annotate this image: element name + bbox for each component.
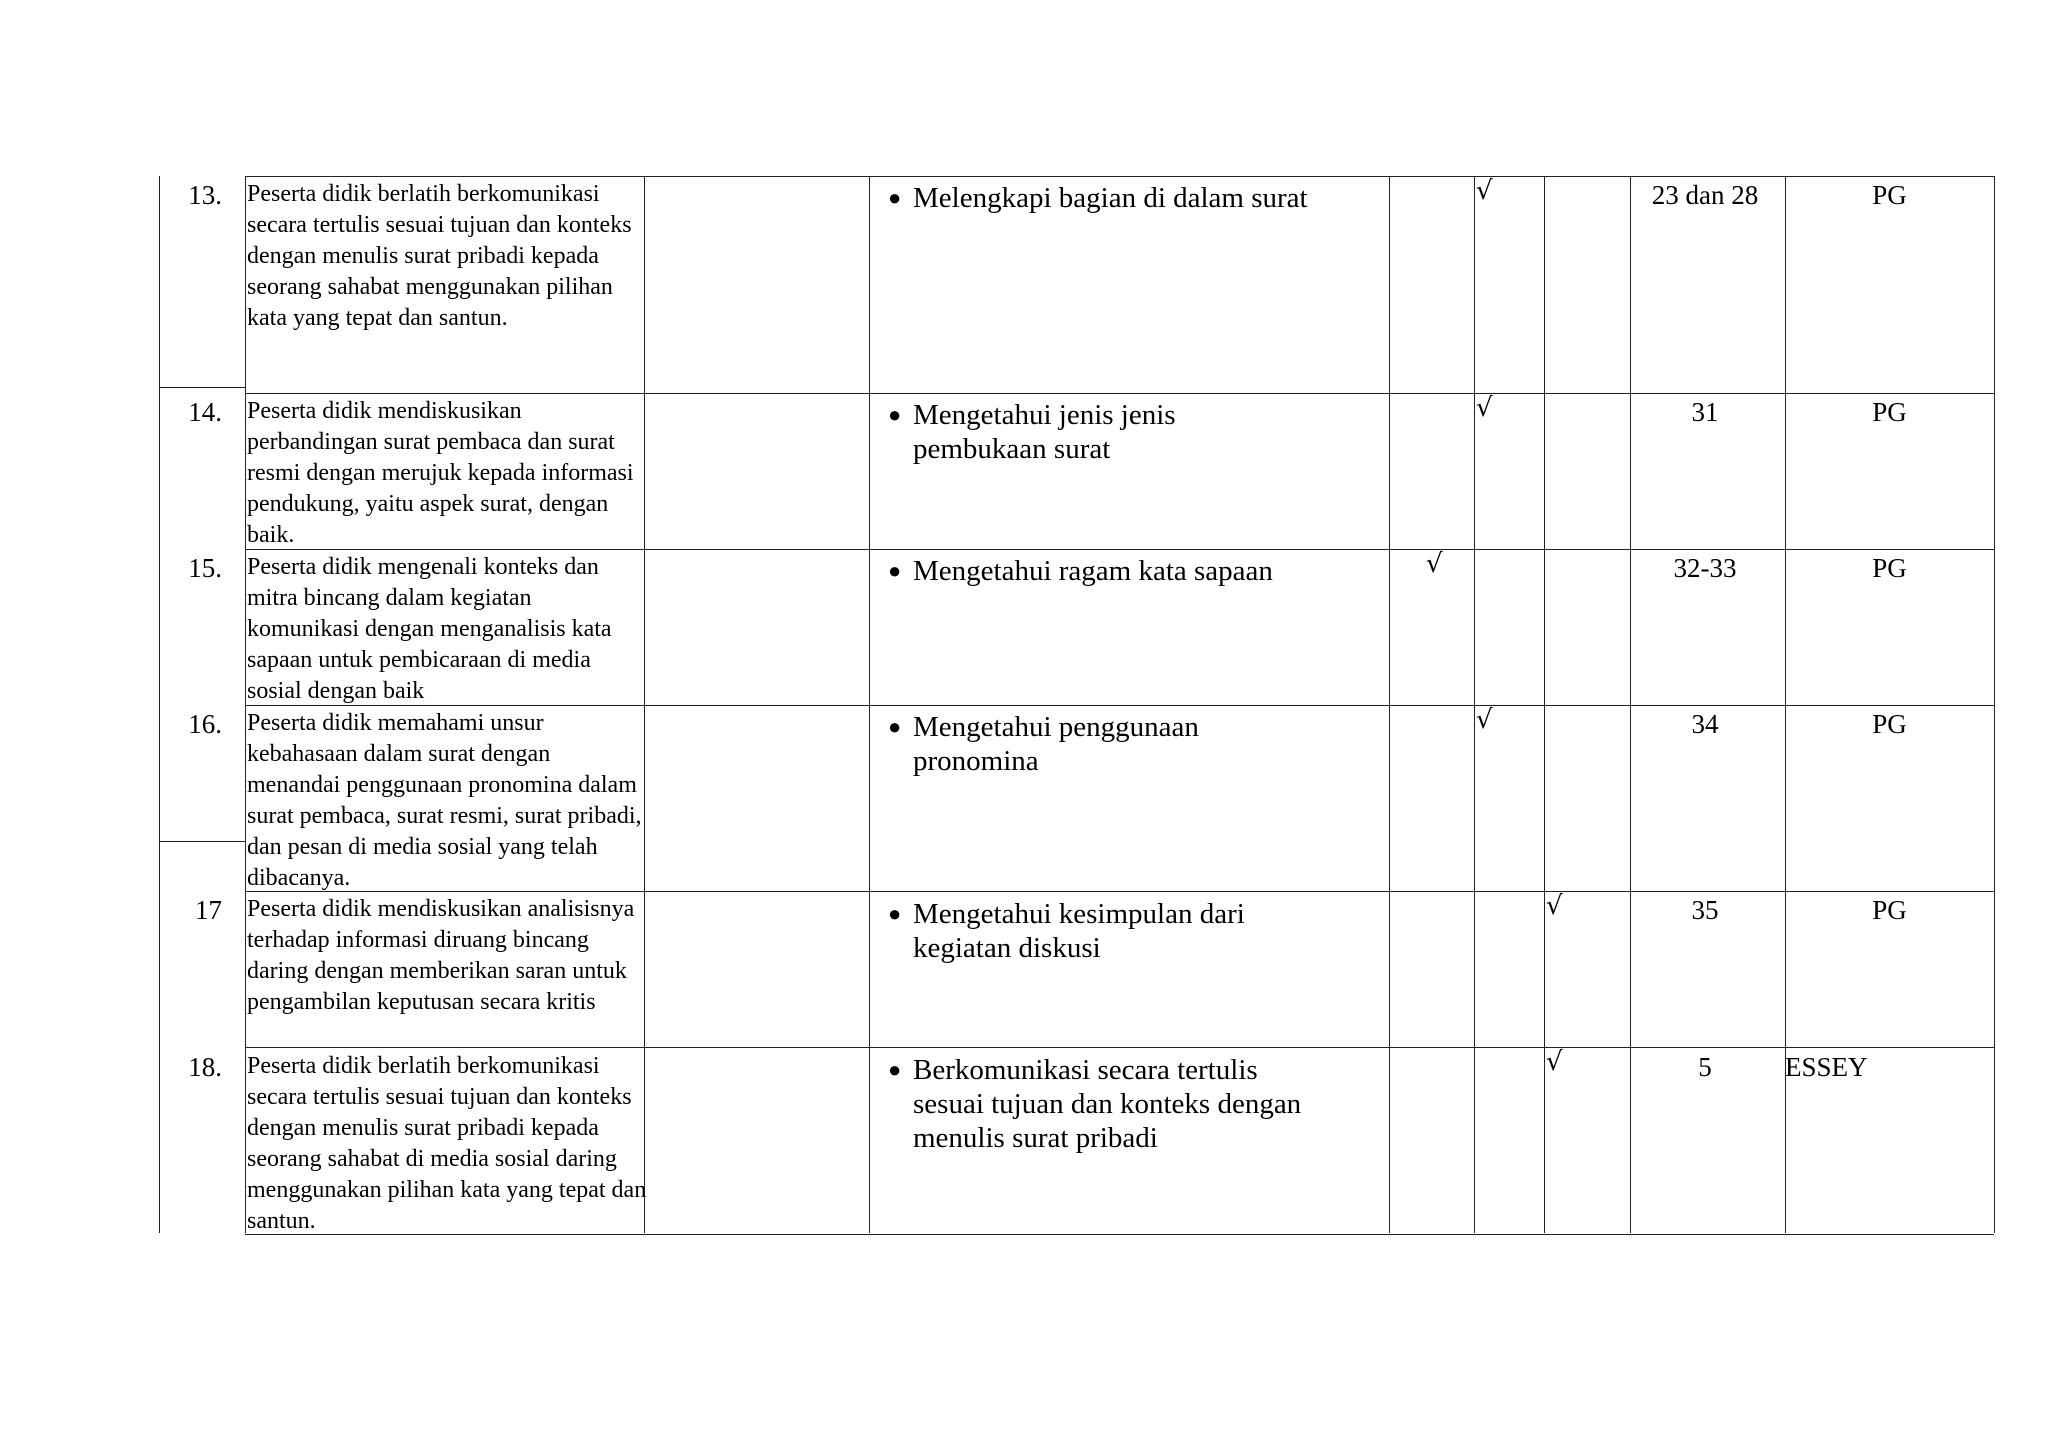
item-number: 31 — [1691, 397, 1719, 427]
check-mark: √ — [1426, 549, 1443, 579]
material-text: Mengetahui ragam kata sapaan — [913, 555, 1273, 587]
row-number: 13. — [188, 180, 222, 210]
bullet-icon: ● — [888, 901, 902, 926]
material-text: Mengetahui jenis jenis pembukaan surat — [913, 399, 1176, 465]
item-number: 23 dan 28 — [1651, 180, 1759, 210]
question-form: PG — [1872, 895, 1907, 925]
item-number: 5 — [1698, 1052, 1712, 1082]
indicator-text: Peserta didik mengenali konteks dan mitra bincang dalam kegiatan komunikasi dengan menganalisis kata sapaan untuk pembicaraan di media sosial dengan baik — [247, 554, 612, 704]
material-text: Melengkapi bagian di dalam surat — [913, 182, 1308, 214]
check-mark: √ — [1476, 393, 1493, 423]
bullet-icon: ● — [888, 714, 902, 739]
bullet-icon: ● — [888, 185, 902, 210]
row-divider — [245, 393, 1994, 394]
check-mark: √ — [1476, 705, 1493, 735]
indicator-text: Peserta didik berlatih berkomunikasi secara tertulis sesuai tujuan dan konteks dengan menulis surat pribadi kepada seorang sahabat menggunakan pilihan kata yang tepat dan santun. — [247, 181, 632, 331]
item-number: 32-33 — [1673, 553, 1737, 583]
row-number: 16. — [188, 709, 222, 739]
material-text: Mengetahui penggunaan pronomina — [913, 711, 1199, 777]
bullet-icon: ● — [888, 1057, 902, 1082]
question-form: PG — [1872, 397, 1907, 427]
material-item — [888, 554, 1308, 588]
indicator-text: Peserta didik mendiskusikan perbandingan surat pembaca dan surat resmi dengan merujuk kepada informasi pendukung, yaitu aspek surat, dengan baik. — [247, 398, 634, 548]
row-number: 14. — [188, 397, 222, 427]
indicator-text: Peserta didik memahami unsur kebahasaan dalam surat dengan menandai penggunaan pronomina dalam surat pembaca, surat resmi, surat pribadi, dan pesan di media sosial yang telah dibacanya. — [247, 710, 642, 891]
row-divider — [245, 1047, 1994, 1048]
column-divider — [1994, 176, 1995, 1233]
check-mark: √ — [1546, 1047, 1563, 1077]
question-form: PG — [1872, 553, 1907, 583]
row-number: 17 — [195, 895, 222, 925]
indicator-text: Peserta didik mendiskusikan analisisnya terhadap informasi diruang bincang daring dengan memberikan saran untuk pengambilan keputusan secara kritis — [247, 896, 635, 1015]
material-text: Berkomunikasi secara tertulis sesuai tujuan dan konteks dengan menulis surat pribadi — [913, 1054, 1302, 1154]
question-form: PG — [1872, 709, 1907, 739]
material-item — [888, 398, 1308, 466]
bullet-icon: ● — [888, 558, 902, 583]
material-item — [888, 1053, 1308, 1155]
number-row-divider — [159, 841, 245, 842]
bullet-icon: ● — [888, 402, 902, 427]
item-number: 35 — [1691, 895, 1719, 925]
material-item — [888, 710, 1308, 778]
check-mark: √ — [1546, 891, 1563, 921]
check-mark: √ — [1476, 176, 1493, 206]
row-number: 15. — [188, 553, 222, 583]
indicator-text: Peserta didik berlatih berkomunikasi secara tertulis sesuai tujuan dan konteks dengan menulis surat pribadi kepada seorang sahabat di media sosial daring menggunakan pilihan kata yang tepat dan santun. — [247, 1053, 647, 1234]
question-form: ESSEY — [1785, 1052, 1868, 1082]
item-number: 34 — [1691, 709, 1719, 739]
number-row-divider — [159, 387, 245, 388]
material-text: Mengetahui kesimpulan dari kegiatan diskusi — [913, 898, 1245, 964]
material-item — [888, 897, 1308, 965]
row-number: 18. — [188, 1052, 222, 1082]
question-form: PG — [1872, 180, 1907, 210]
material-item — [888, 181, 1308, 215]
